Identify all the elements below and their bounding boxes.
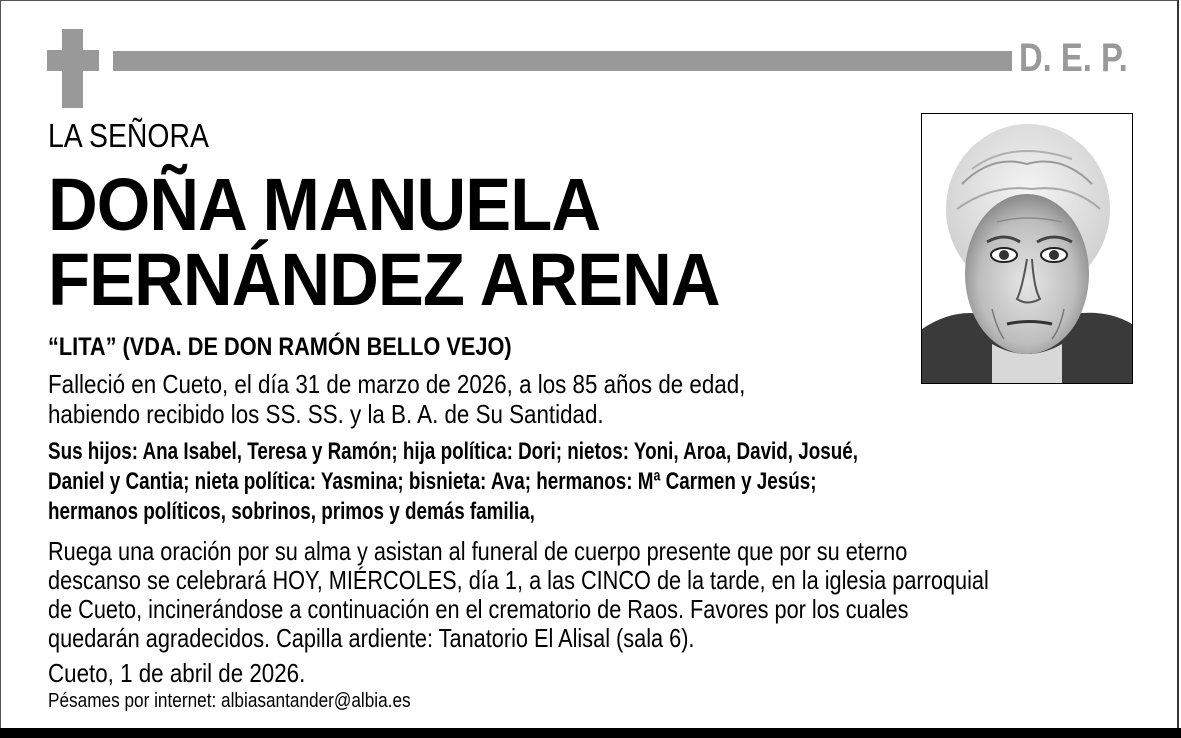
family-line: Daniel y Cantia; nieta política: Yasmina; bisnieta: Ava; hermanos: Mª Carmen y Jesús; bbox=[48, 468, 817, 495]
nickname-widow-of: “LITA” (VDA. DE DON RAMÓN BELLO VEJO) bbox=[48, 333, 512, 361]
title-honorific: LA SEÑORA bbox=[48, 117, 209, 154]
death-notice-line: habiendo recibido los SS. SS. y la B. A. de Su Santidad. bbox=[48, 399, 604, 429]
condolences-email[interactable]: Pésames por internet: albiasantander@albia.es bbox=[48, 690, 411, 712]
funeral-line: quedarán agradecidos. Capilla ardiente: Tanatorio El Alisal (sala 6). bbox=[48, 623, 695, 653]
cross-icon bbox=[47, 29, 99, 108]
family-line: Sus hijos: Ana Isabel, Teresa y Ramón; hija política: Dori; nietos: Yoni, Aroa, David, Josué, bbox=[48, 438, 858, 465]
portrait-photo bbox=[921, 113, 1133, 384]
funeral-line: descanso se celebrará HOY, MIÉRCOLES, día 1, a las CINCO de la tarde, en la iglesia parroquial bbox=[48, 565, 989, 595]
family-line: hermanos políticos, sobrinos, primos y demás familia, bbox=[48, 498, 535, 525]
header-rule bbox=[113, 51, 1012, 71]
place-date: Cueto, 1 de abril de 2026. bbox=[48, 658, 306, 688]
deceased-name-line-2: FERNÁNDEZ ARENA bbox=[48, 238, 720, 321]
bottom-border bbox=[0, 728, 1181, 738]
death-notice-line: Falleció en Cueto, el día 31 de marzo de 2026, a los 85 años de edad, bbox=[48, 369, 746, 399]
funeral-line: Ruega una oración por su alma y asistan al funeral de cuerpo presente que por su eterno bbox=[48, 536, 908, 566]
dep-label: D. E. P. bbox=[1019, 36, 1128, 80]
deceased-name-line-1: DOÑA MANUELA bbox=[48, 163, 601, 246]
funeral-line: de Cueto, incinerándose a continuación en el crematorio de Raos. Favores por los cuales bbox=[48, 594, 909, 624]
